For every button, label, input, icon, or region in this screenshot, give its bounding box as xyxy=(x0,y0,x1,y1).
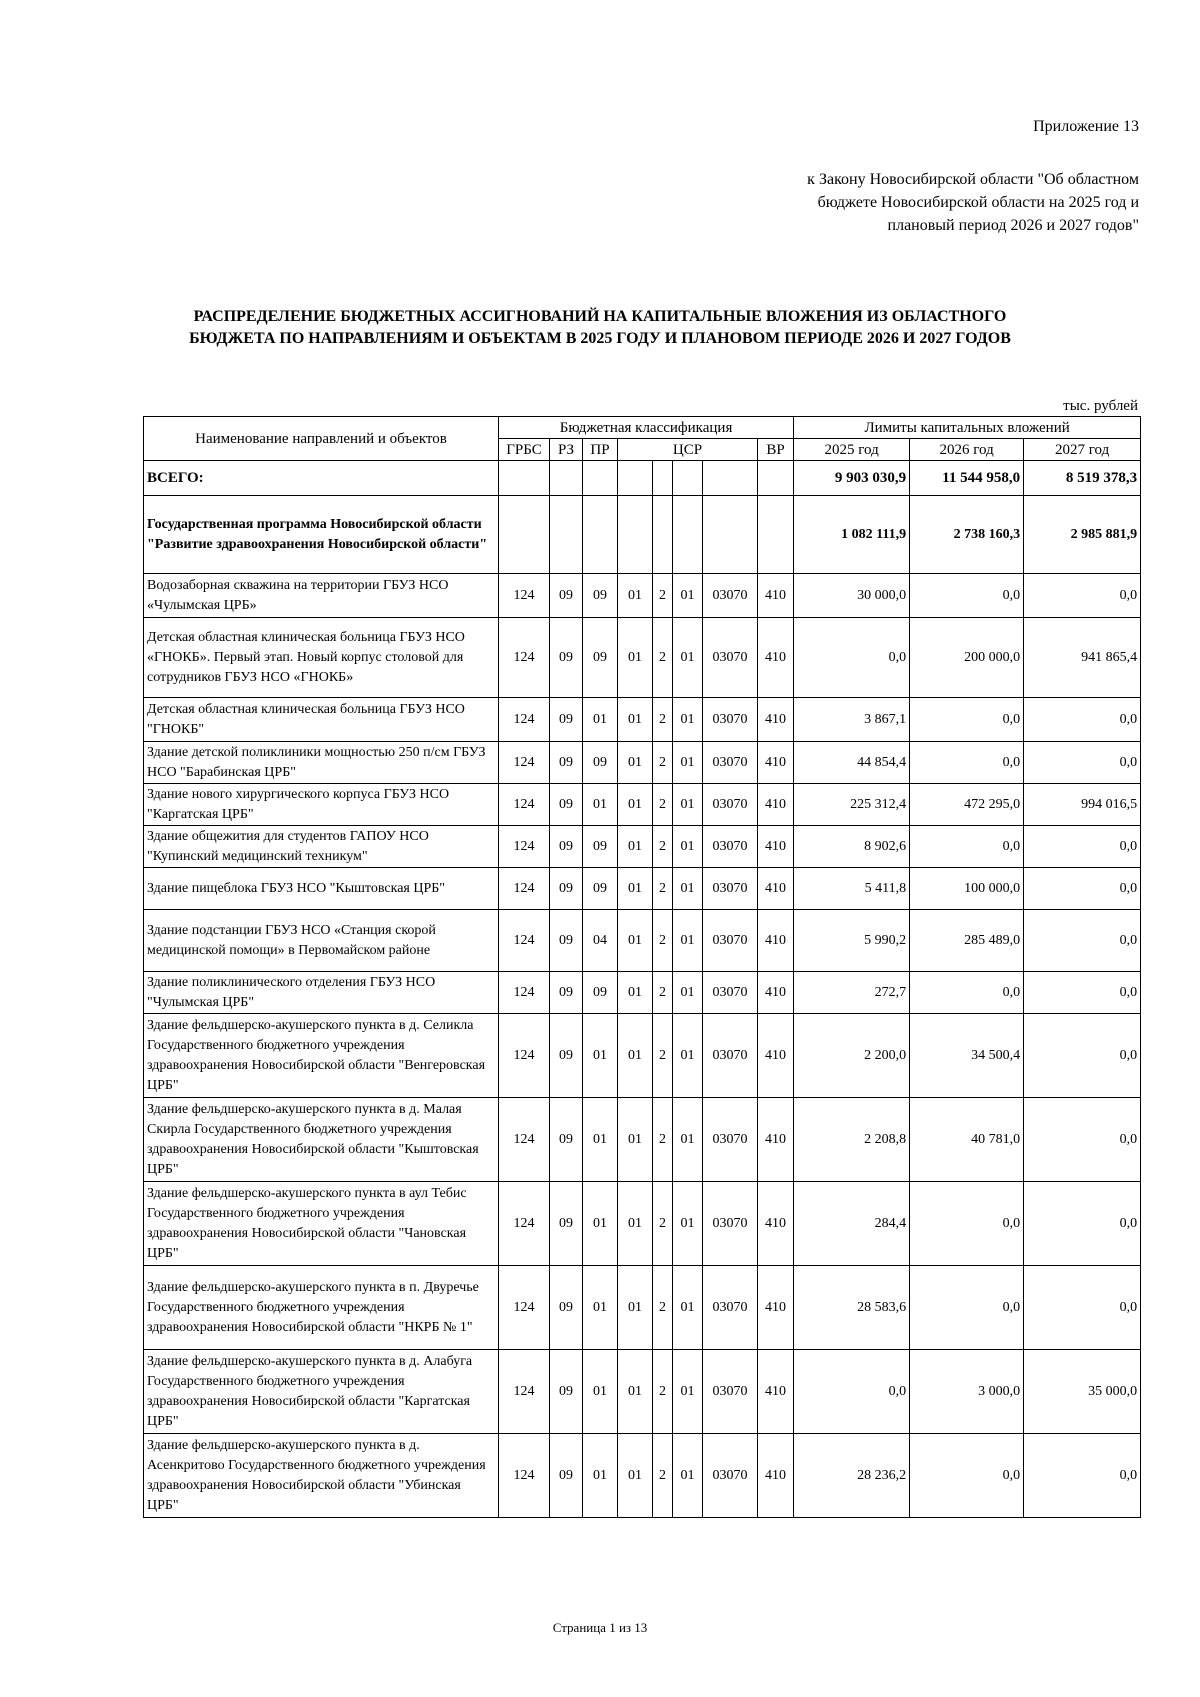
limit-2026: 0,0 xyxy=(910,574,1024,618)
csr-part-2: 2 xyxy=(653,574,673,618)
table-row xyxy=(144,742,1141,784)
csr-part-4: 03070 xyxy=(703,742,758,784)
csr-part-3: 01 xyxy=(673,698,703,742)
limit-2027: 0,0 xyxy=(1024,574,1141,618)
empty-cell xyxy=(583,461,618,496)
limit-2025: 0,0 xyxy=(794,618,910,698)
header-pr: ПР xyxy=(583,439,618,461)
empty-cell xyxy=(673,496,703,574)
limit-2025: 5 411,8 xyxy=(794,868,910,910)
csr-part-1: 01 xyxy=(618,1182,653,1266)
pr-code: 09 xyxy=(583,742,618,784)
limit-2026: 34 500,4 xyxy=(910,1014,1024,1098)
law-reference xyxy=(719,168,1139,237)
csr-part-4: 03070 xyxy=(703,1266,758,1350)
grbs-code: 124 xyxy=(499,574,550,618)
csr-part-3: 01 xyxy=(673,574,703,618)
csr-part-1: 01 xyxy=(618,698,653,742)
law-reference-line: к Закону Новосибирской области "Об областном xyxy=(807,171,1139,188)
object-name: Здание детской поликлиники мощностью 250 п/см ГБУЗ НСО "Барабинская ЦРБ" xyxy=(144,742,499,784)
limit-2027: 0,0 xyxy=(1024,1434,1141,1518)
table-row xyxy=(144,910,1141,972)
csr-part-3: 01 xyxy=(673,826,703,868)
document-title xyxy=(60,306,1140,350)
empty-cell xyxy=(673,461,703,496)
rz-code: 09 xyxy=(550,784,583,826)
limit-2027: 0,0 xyxy=(1024,868,1141,910)
table-row xyxy=(144,1098,1141,1182)
limit-2026: 0,0 xyxy=(910,1266,1024,1350)
rz-code: 09 xyxy=(550,1182,583,1266)
csr-part-1: 01 xyxy=(618,1266,653,1350)
table-row xyxy=(144,826,1141,868)
object-name: Здание фельдшерско-акушерского пункта в п. Двуречье Государственного бюджетного учреждения здравоохранения Новосибирской области "НКРБ № 1" xyxy=(144,1266,499,1350)
pr-code: 01 xyxy=(583,1266,618,1350)
limit-2026: 0,0 xyxy=(910,1182,1024,1266)
grbs-code: 124 xyxy=(499,742,550,784)
object-name: Здание фельдшерско-акушерского пункта в д. Малая Скирла Государственного бюджетного учреждения здравоохранения Новосибирской области "Кыштовская ЦРБ" xyxy=(144,1098,499,1182)
header-year-2026: 2026 год xyxy=(910,439,1024,461)
limit-2025: 2 200,0 xyxy=(794,1014,910,1098)
csr-part-2: 2 xyxy=(653,1182,673,1266)
page-number: Страница 1 из 13 xyxy=(552,1620,648,1635)
limit-2025: 30 000,0 xyxy=(794,574,910,618)
csr-part-2: 2 xyxy=(653,618,673,698)
table-row xyxy=(144,784,1141,826)
limit-2027: 0,0 xyxy=(1024,1266,1141,1350)
document-title-line: РАСПРЕДЕЛЕНИЕ БЮДЖЕТНЫХ АССИГНОВАНИЙ НА КАПИТАЛЬНЫЕ ВЛОЖЕНИЯ ИЗ ОБЛАСТНОГО xyxy=(193,308,1007,325)
csr-part-1: 01 xyxy=(618,826,653,868)
grbs-code: 124 xyxy=(499,1098,550,1182)
limit-2026: 0,0 xyxy=(910,826,1024,868)
rz-code: 09 xyxy=(550,574,583,618)
csr-part-4: 03070 xyxy=(703,618,758,698)
csr-part-3: 01 xyxy=(673,784,703,826)
limit-2027: 0,0 xyxy=(1024,1182,1141,1266)
table-row xyxy=(144,1266,1141,1350)
csr-part-4: 03070 xyxy=(703,868,758,910)
header-csr: ЦСР xyxy=(618,439,758,461)
limit-2027: 0,0 xyxy=(1024,1014,1141,1098)
table-row xyxy=(144,868,1141,910)
table-header-row xyxy=(144,417,1141,439)
empty-cell xyxy=(653,496,673,574)
vr-code: 410 xyxy=(758,910,794,972)
grbs-code: 124 xyxy=(499,826,550,868)
rz-code: 09 xyxy=(550,1434,583,1518)
limit-2027: 0,0 xyxy=(1024,972,1141,1014)
object-name: Водозаборная скважина на территории ГБУЗ НСО «Чулымская ЦРБ» xyxy=(144,574,499,618)
empty-cell xyxy=(703,461,758,496)
limit-2025: 225 312,4 xyxy=(794,784,910,826)
grbs-code: 124 xyxy=(499,784,550,826)
object-name: Детская областная клиническая больница ГБУЗ НСО «ГНОКБ». Первый этап. Новый корпус столовой для сотрудников ГБУЗ НСО «ГНОКБ» xyxy=(144,618,499,698)
csr-part-4: 03070 xyxy=(703,972,758,1014)
grbs-code: 124 xyxy=(499,1014,550,1098)
vr-code: 410 xyxy=(758,868,794,910)
table-row xyxy=(144,574,1141,618)
csr-part-1: 01 xyxy=(618,574,653,618)
csr-part-4: 03070 xyxy=(703,574,758,618)
document-title-line: БЮДЖЕТА ПО НАПРАВЛЕНИЯМ И ОБЪЕКТАМ В 2025 ГОДУ И ПЛАНОВОМ ПЕРИОДЕ 2026 И 2027 ГОДОВ xyxy=(189,330,1011,347)
pr-code: 01 xyxy=(583,784,618,826)
csr-part-4: 03070 xyxy=(703,910,758,972)
pr-code: 04 xyxy=(583,910,618,972)
csr-part-4: 03070 xyxy=(703,1434,758,1518)
csr-part-2: 2 xyxy=(653,910,673,972)
vr-code: 410 xyxy=(758,698,794,742)
object-name: Здание фельдшерско-акушерского пункта в д. Алабуга Государственного бюджетного учреждения здравоохранения Новосибирской области "Каргатская ЦРБ" xyxy=(144,1350,499,1434)
rz-code: 09 xyxy=(550,698,583,742)
empty-cell xyxy=(499,461,550,496)
limit-2026: 200 000,0 xyxy=(910,618,1024,698)
csr-part-1: 01 xyxy=(618,1434,653,1518)
csr-part-3: 01 xyxy=(673,910,703,972)
object-name: Здание нового хирургического корпуса ГБУЗ НСО "Каргатская ЦРБ" xyxy=(144,784,499,826)
csr-part-2: 2 xyxy=(653,1014,673,1098)
object-name: Здание подстанции ГБУЗ НСО «Станция скорой медицинской помощи» в Первомайском районе xyxy=(144,910,499,972)
csr-part-2: 2 xyxy=(653,1350,673,1434)
vr-code: 410 xyxy=(758,1182,794,1266)
grbs-code: 124 xyxy=(499,910,550,972)
limit-2025: 5 990,2 xyxy=(794,910,910,972)
grbs-code: 124 xyxy=(499,698,550,742)
limit-2025: 28 236,2 xyxy=(794,1434,910,1518)
vr-code: 410 xyxy=(758,1014,794,1098)
grbs-code: 124 xyxy=(499,972,550,1014)
csr-part-1: 01 xyxy=(618,784,653,826)
csr-part-3: 01 xyxy=(673,972,703,1014)
vr-code: 410 xyxy=(758,1350,794,1434)
vr-code: 410 xyxy=(758,784,794,826)
limit-2027: 35 000,0 xyxy=(1024,1350,1141,1434)
limit-2027: 0,0 xyxy=(1024,910,1141,972)
limit-2027: 994 016,5 xyxy=(1024,784,1141,826)
limit-2026: 0,0 xyxy=(910,1434,1024,1518)
total-label: ВСЕГО: xyxy=(144,461,499,496)
limit-2025: 44 854,4 xyxy=(794,742,910,784)
csr-part-3: 01 xyxy=(673,618,703,698)
limit-2026: 3 000,0 xyxy=(910,1350,1024,1434)
table-row xyxy=(144,618,1141,698)
rz-code: 09 xyxy=(550,1350,583,1434)
pr-code: 09 xyxy=(583,826,618,868)
rz-code: 09 xyxy=(550,1014,583,1098)
limit-2027: 0,0 xyxy=(1024,698,1141,742)
program-2025: 1 082 111,9 xyxy=(794,496,910,574)
csr-part-1: 01 xyxy=(618,618,653,698)
vr-code: 410 xyxy=(758,1266,794,1350)
csr-part-4: 03070 xyxy=(703,1014,758,1098)
csr-part-1: 01 xyxy=(618,1014,653,1098)
header-name: Наименование направлений и объектов xyxy=(144,417,499,461)
csr-part-3: 01 xyxy=(673,1266,703,1350)
csr-part-2: 2 xyxy=(653,742,673,784)
rz-code: 09 xyxy=(550,742,583,784)
limit-2025: 284,4 xyxy=(794,1182,910,1266)
pr-code: 01 xyxy=(583,1182,618,1266)
budget-table xyxy=(143,416,1141,1518)
rz-code: 09 xyxy=(550,910,583,972)
rz-code: 09 xyxy=(550,1266,583,1350)
csr-part-3: 01 xyxy=(673,1350,703,1434)
header-year-2027: 2027 год xyxy=(1024,439,1141,461)
limit-2027: 941 865,4 xyxy=(1024,618,1141,698)
header-year-2025: 2025 год xyxy=(794,439,910,461)
vr-code: 410 xyxy=(758,826,794,868)
program-name: Государственная программа Новосибирской области "Развитие здравоохранения Новосибирской области" xyxy=(144,496,499,574)
pr-code: 01 xyxy=(583,698,618,742)
limit-2025: 0,0 xyxy=(794,1350,910,1434)
vr-code: 410 xyxy=(758,972,794,1014)
grbs-code: 124 xyxy=(499,1350,550,1434)
table-row xyxy=(144,698,1141,742)
csr-part-4: 03070 xyxy=(703,1350,758,1434)
empty-cell xyxy=(550,496,583,574)
vr-code: 410 xyxy=(758,618,794,698)
limit-2025: 272,7 xyxy=(794,972,910,1014)
object-name: Детская областная клиническая больница ГБУЗ НСО "ГНОКБ" xyxy=(144,698,499,742)
csr-part-2: 2 xyxy=(653,1098,673,1182)
csr-part-3: 01 xyxy=(673,1434,703,1518)
csr-part-3: 01 xyxy=(673,1014,703,1098)
limit-2026: 0,0 xyxy=(910,698,1024,742)
pr-code: 01 xyxy=(583,1098,618,1182)
pr-code: 01 xyxy=(583,1014,618,1098)
program-2026: 2 738 160,3 xyxy=(910,496,1024,574)
object-name: Здание фельдшерско-акушерского пункта в д. Селикла Государственного бюджетного учреждения здравоохранения Новосибирской области "Венгеровская ЦРБ" xyxy=(144,1014,499,1098)
csr-part-2: 2 xyxy=(653,1434,673,1518)
pr-code: 09 xyxy=(583,618,618,698)
csr-part-2: 2 xyxy=(653,826,673,868)
csr-part-3: 01 xyxy=(673,868,703,910)
csr-part-1: 01 xyxy=(618,910,653,972)
total-2026: 11 544 958,0 xyxy=(910,461,1024,496)
csr-part-2: 2 xyxy=(653,698,673,742)
grbs-code: 124 xyxy=(499,1266,550,1350)
vr-code: 410 xyxy=(758,742,794,784)
law-reference-line: плановый период 2026 и 2027 годов" xyxy=(887,217,1139,234)
csr-part-3: 01 xyxy=(673,742,703,784)
total-row xyxy=(144,461,1141,496)
limit-2025: 8 902,6 xyxy=(794,826,910,868)
vr-code: 410 xyxy=(758,1098,794,1182)
csr-part-4: 03070 xyxy=(703,826,758,868)
limit-2027: 0,0 xyxy=(1024,826,1141,868)
empty-cell xyxy=(550,461,583,496)
rz-code: 09 xyxy=(550,972,583,1014)
csr-part-4: 03070 xyxy=(703,784,758,826)
limit-2025: 2 208,8 xyxy=(794,1098,910,1182)
grbs-code: 124 xyxy=(499,1182,550,1266)
csr-part-1: 01 xyxy=(618,972,653,1014)
limit-2026: 0,0 xyxy=(910,972,1024,1014)
law-reference-line: бюджете Новосибирской области на 2025 год и xyxy=(817,194,1139,211)
empty-cell xyxy=(618,461,653,496)
pr-code: 09 xyxy=(583,574,618,618)
empty-cell xyxy=(499,496,550,574)
limit-2026: 472 295,0 xyxy=(910,784,1024,826)
empty-cell xyxy=(653,461,673,496)
csr-part-1: 01 xyxy=(618,1098,653,1182)
table-row xyxy=(144,1014,1141,1098)
total-2027: 8 519 378,3 xyxy=(1024,461,1141,496)
rz-code: 09 xyxy=(550,1098,583,1182)
rz-code: 09 xyxy=(550,868,583,910)
csr-part-1: 01 xyxy=(618,742,653,784)
empty-cell xyxy=(758,496,794,574)
csr-part-3: 01 xyxy=(673,1182,703,1266)
csr-part-2: 2 xyxy=(653,784,673,826)
limit-2026: 285 489,0 xyxy=(910,910,1024,972)
grbs-code: 124 xyxy=(499,1434,550,1518)
pr-code: 09 xyxy=(583,868,618,910)
csr-part-4: 03070 xyxy=(703,1182,758,1266)
empty-cell xyxy=(703,496,758,574)
csr-part-2: 2 xyxy=(653,972,673,1014)
limit-2025: 3 867,1 xyxy=(794,698,910,742)
rz-code: 09 xyxy=(550,618,583,698)
csr-part-3: 01 xyxy=(673,1098,703,1182)
limit-2026: 100 000,0 xyxy=(910,868,1024,910)
csr-part-4: 03070 xyxy=(703,1098,758,1182)
limit-2026: 40 781,0 xyxy=(910,1098,1024,1182)
object-name: Здание фельдшерско-акушерского пункта в д. Асенкритово Государственного бюджетного учреждения здравоохранения Новосибирской области "Убинская ЦРБ" xyxy=(144,1434,499,1518)
table-row xyxy=(144,1182,1141,1266)
header-capital-limits: Лимиты капитальных вложений xyxy=(794,417,1141,439)
csr-part-2: 2 xyxy=(653,1266,673,1350)
header-rz: РЗ xyxy=(550,439,583,461)
empty-cell xyxy=(758,461,794,496)
pr-code: 01 xyxy=(583,1350,618,1434)
empty-cell xyxy=(618,496,653,574)
limit-2026: 0,0 xyxy=(910,742,1024,784)
grbs-code: 124 xyxy=(499,618,550,698)
empty-cell xyxy=(583,496,618,574)
rz-code: 09 xyxy=(550,826,583,868)
csr-part-2: 2 xyxy=(653,868,673,910)
csr-part-1: 01 xyxy=(618,868,653,910)
units-label: тыс. рублей xyxy=(1063,398,1138,414)
total-2025: 9 903 030,9 xyxy=(794,461,910,496)
header-budget-classification: Бюджетная классификация xyxy=(499,417,794,439)
table-row xyxy=(144,1434,1141,1518)
header-vr: ВР xyxy=(758,439,794,461)
appendix-label: Приложение 13 xyxy=(1033,118,1139,135)
grbs-code: 124 xyxy=(499,868,550,910)
header-grbs: ГРБС xyxy=(499,439,550,461)
program-2027: 2 985 881,9 xyxy=(1024,496,1141,574)
limit-2025: 28 583,6 xyxy=(794,1266,910,1350)
limit-2027: 0,0 xyxy=(1024,742,1141,784)
limit-2027: 0,0 xyxy=(1024,1098,1141,1182)
pr-code: 01 xyxy=(583,1434,618,1518)
program-row xyxy=(144,496,1141,574)
vr-code: 410 xyxy=(758,1434,794,1518)
vr-code: 410 xyxy=(758,574,794,618)
object-name: Здание пищеблока ГБУЗ НСО "Кыштовская ЦРБ" xyxy=(144,868,499,910)
object-name: Здание поликлинического отделения ГБУЗ НСО "Чулымская ЦРБ" xyxy=(144,972,499,1014)
object-name: Здание фельдшерско-акушерского пункта в аул Тебис Государственного бюджетного учреждения здравоохранения Новосибирской области "Чановская ЦРБ" xyxy=(144,1182,499,1266)
csr-part-1: 01 xyxy=(618,1350,653,1434)
table-row xyxy=(144,972,1141,1014)
pr-code: 09 xyxy=(583,972,618,1014)
object-name: Здание общежития для студентов ГАПОУ НСО "Купинский медицинский техникум" xyxy=(144,826,499,868)
csr-part-4: 03070 xyxy=(703,698,758,742)
table-row xyxy=(144,1350,1141,1434)
